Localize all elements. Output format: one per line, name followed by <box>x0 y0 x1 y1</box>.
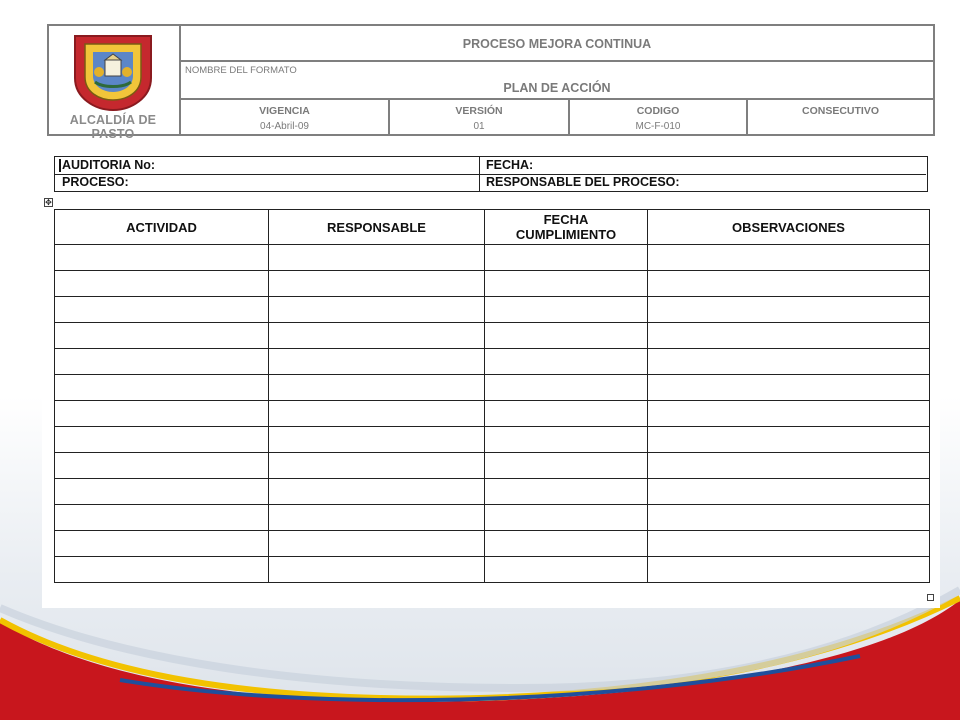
table-cell[interactable] <box>648 531 930 557</box>
format-name-cell <box>181 62 933 100</box>
table-cell[interactable] <box>269 245 485 271</box>
table-cell[interactable] <box>648 427 930 453</box>
coat-of-arms-logo <box>71 32 155 112</box>
table-cell[interactable] <box>648 453 930 479</box>
table-cell[interactable] <box>648 401 930 427</box>
table-cell[interactable] <box>485 271 648 297</box>
audit-number-label: AUDITORIA No: <box>62 158 156 172</box>
meta-label: VERSIÓN <box>455 105 503 117</box>
table-cell[interactable] <box>648 479 930 505</box>
table-cell[interactable] <box>269 375 485 401</box>
table-cell[interactable] <box>55 297 269 323</box>
table-cell[interactable] <box>269 349 485 375</box>
table-cell[interactable] <box>485 349 648 375</box>
table-cell[interactable] <box>269 297 485 323</box>
table-cell[interactable] <box>55 531 269 557</box>
meta-value: 01 <box>473 121 485 132</box>
table-row <box>55 245 930 271</box>
table-cell[interactable] <box>648 349 930 375</box>
table-cell[interactable] <box>485 505 648 531</box>
table-cell[interactable] <box>55 271 269 297</box>
meta-label: VIGENCIA <box>259 105 310 117</box>
table-cell[interactable] <box>269 479 485 505</box>
table-cell[interactable] <box>269 323 485 349</box>
table-move-handle-icon[interactable]: ✥ <box>45 198 52 207</box>
document-page <box>42 17 940 608</box>
table-cell[interactable] <box>485 453 648 479</box>
table-row <box>55 505 930 531</box>
column-header-activity: ACTIVIDAD <box>55 210 269 245</box>
table-row <box>55 427 930 453</box>
format-name-label: NOMBRE DEL FORMATO <box>185 65 297 76</box>
date-label: FECHA: <box>486 158 534 172</box>
meta-value: 04-Abril-09 <box>260 121 309 132</box>
date-field[interactable] <box>480 157 926 174</box>
table-cell[interactable] <box>269 427 485 453</box>
column-header-due-date <box>485 210 648 245</box>
format-name-value: PLAN DE ACCIÓN <box>503 81 611 95</box>
table-cell[interactable] <box>269 505 485 531</box>
table-cell[interactable] <box>485 323 648 349</box>
table-row <box>55 375 930 401</box>
process-owner-field[interactable] <box>480 174 926 191</box>
table-cell[interactable] <box>55 557 269 583</box>
table-cell[interactable] <box>485 427 648 453</box>
process-field[interactable] <box>55 174 480 191</box>
table-cell[interactable] <box>485 531 648 557</box>
table-cell[interactable] <box>55 349 269 375</box>
table-header-row <box>55 210 930 245</box>
table-row <box>55 297 930 323</box>
table-row <box>55 531 930 557</box>
meta-version <box>390 100 570 134</box>
table-cell[interactable] <box>269 271 485 297</box>
table-cell[interactable] <box>648 271 930 297</box>
table-cell[interactable] <box>55 505 269 531</box>
table-cell[interactable] <box>485 479 648 505</box>
table-cell[interactable] <box>648 557 930 583</box>
table-cell[interactable] <box>485 375 648 401</box>
table-cell[interactable] <box>55 401 269 427</box>
audit-info-table <box>54 156 928 192</box>
table-row <box>55 479 930 505</box>
table-cell[interactable] <box>55 375 269 401</box>
table-row <box>55 453 930 479</box>
table-row <box>55 557 930 583</box>
table-body <box>55 245 930 583</box>
table-cell[interactable] <box>648 505 930 531</box>
process-owner-label: RESPONSABLE DEL PROCESO: <box>486 175 680 189</box>
info-row <box>55 157 926 175</box>
logo-text: ALCALDÍA DE PASTO <box>69 113 157 141</box>
text-cursor <box>59 159 61 172</box>
table-cell[interactable] <box>269 453 485 479</box>
table-cell[interactable] <box>648 245 930 271</box>
table-cell[interactable] <box>55 479 269 505</box>
table-row <box>55 323 930 349</box>
table-cell[interactable] <box>55 323 269 349</box>
column-header-responsible: RESPONSABLE <box>269 210 485 245</box>
column-header-observations: OBSERVACIONES <box>648 210 930 245</box>
logo-cell <box>49 26 181 141</box>
table-cell[interactable] <box>269 531 485 557</box>
document-header <box>47 24 935 141</box>
meta-label: CODIGO <box>636 105 680 117</box>
table-cell[interactable] <box>648 323 930 349</box>
due-date-header-text: FECHA CUMPLIMIENTO <box>515 212 617 242</box>
table-cell[interactable] <box>269 401 485 427</box>
table-row <box>55 271 930 297</box>
table-cell[interactable] <box>648 297 930 323</box>
meta-label: CONSECUTIVO <box>801 105 879 117</box>
table-resize-handle-icon[interactable] <box>927 594 934 601</box>
table-cell[interactable] <box>485 401 648 427</box>
meta-value: MC-F-010 <box>635 121 681 132</box>
audit-number-field[interactable] <box>55 157 480 174</box>
table-cell[interactable] <box>485 245 648 271</box>
process-label: PROCESO: <box>62 175 129 189</box>
table-row <box>55 401 930 427</box>
meta-consecutivo <box>748 100 933 134</box>
table-cell[interactable] <box>269 557 485 583</box>
info-row <box>55 174 926 191</box>
table-cell[interactable] <box>485 557 648 583</box>
table-row <box>55 349 930 375</box>
process-title: PROCESO MEJORA CONTINUA <box>181 26 933 62</box>
meta-vigencia <box>181 100 390 134</box>
table-cell[interactable] <box>485 297 648 323</box>
table-cell[interactable] <box>55 453 269 479</box>
action-plan-table <box>54 209 930 583</box>
table-cell[interactable] <box>55 427 269 453</box>
meta-codigo <box>570 100 748 134</box>
table-cell[interactable] <box>55 245 269 271</box>
table-cell[interactable] <box>648 375 930 401</box>
